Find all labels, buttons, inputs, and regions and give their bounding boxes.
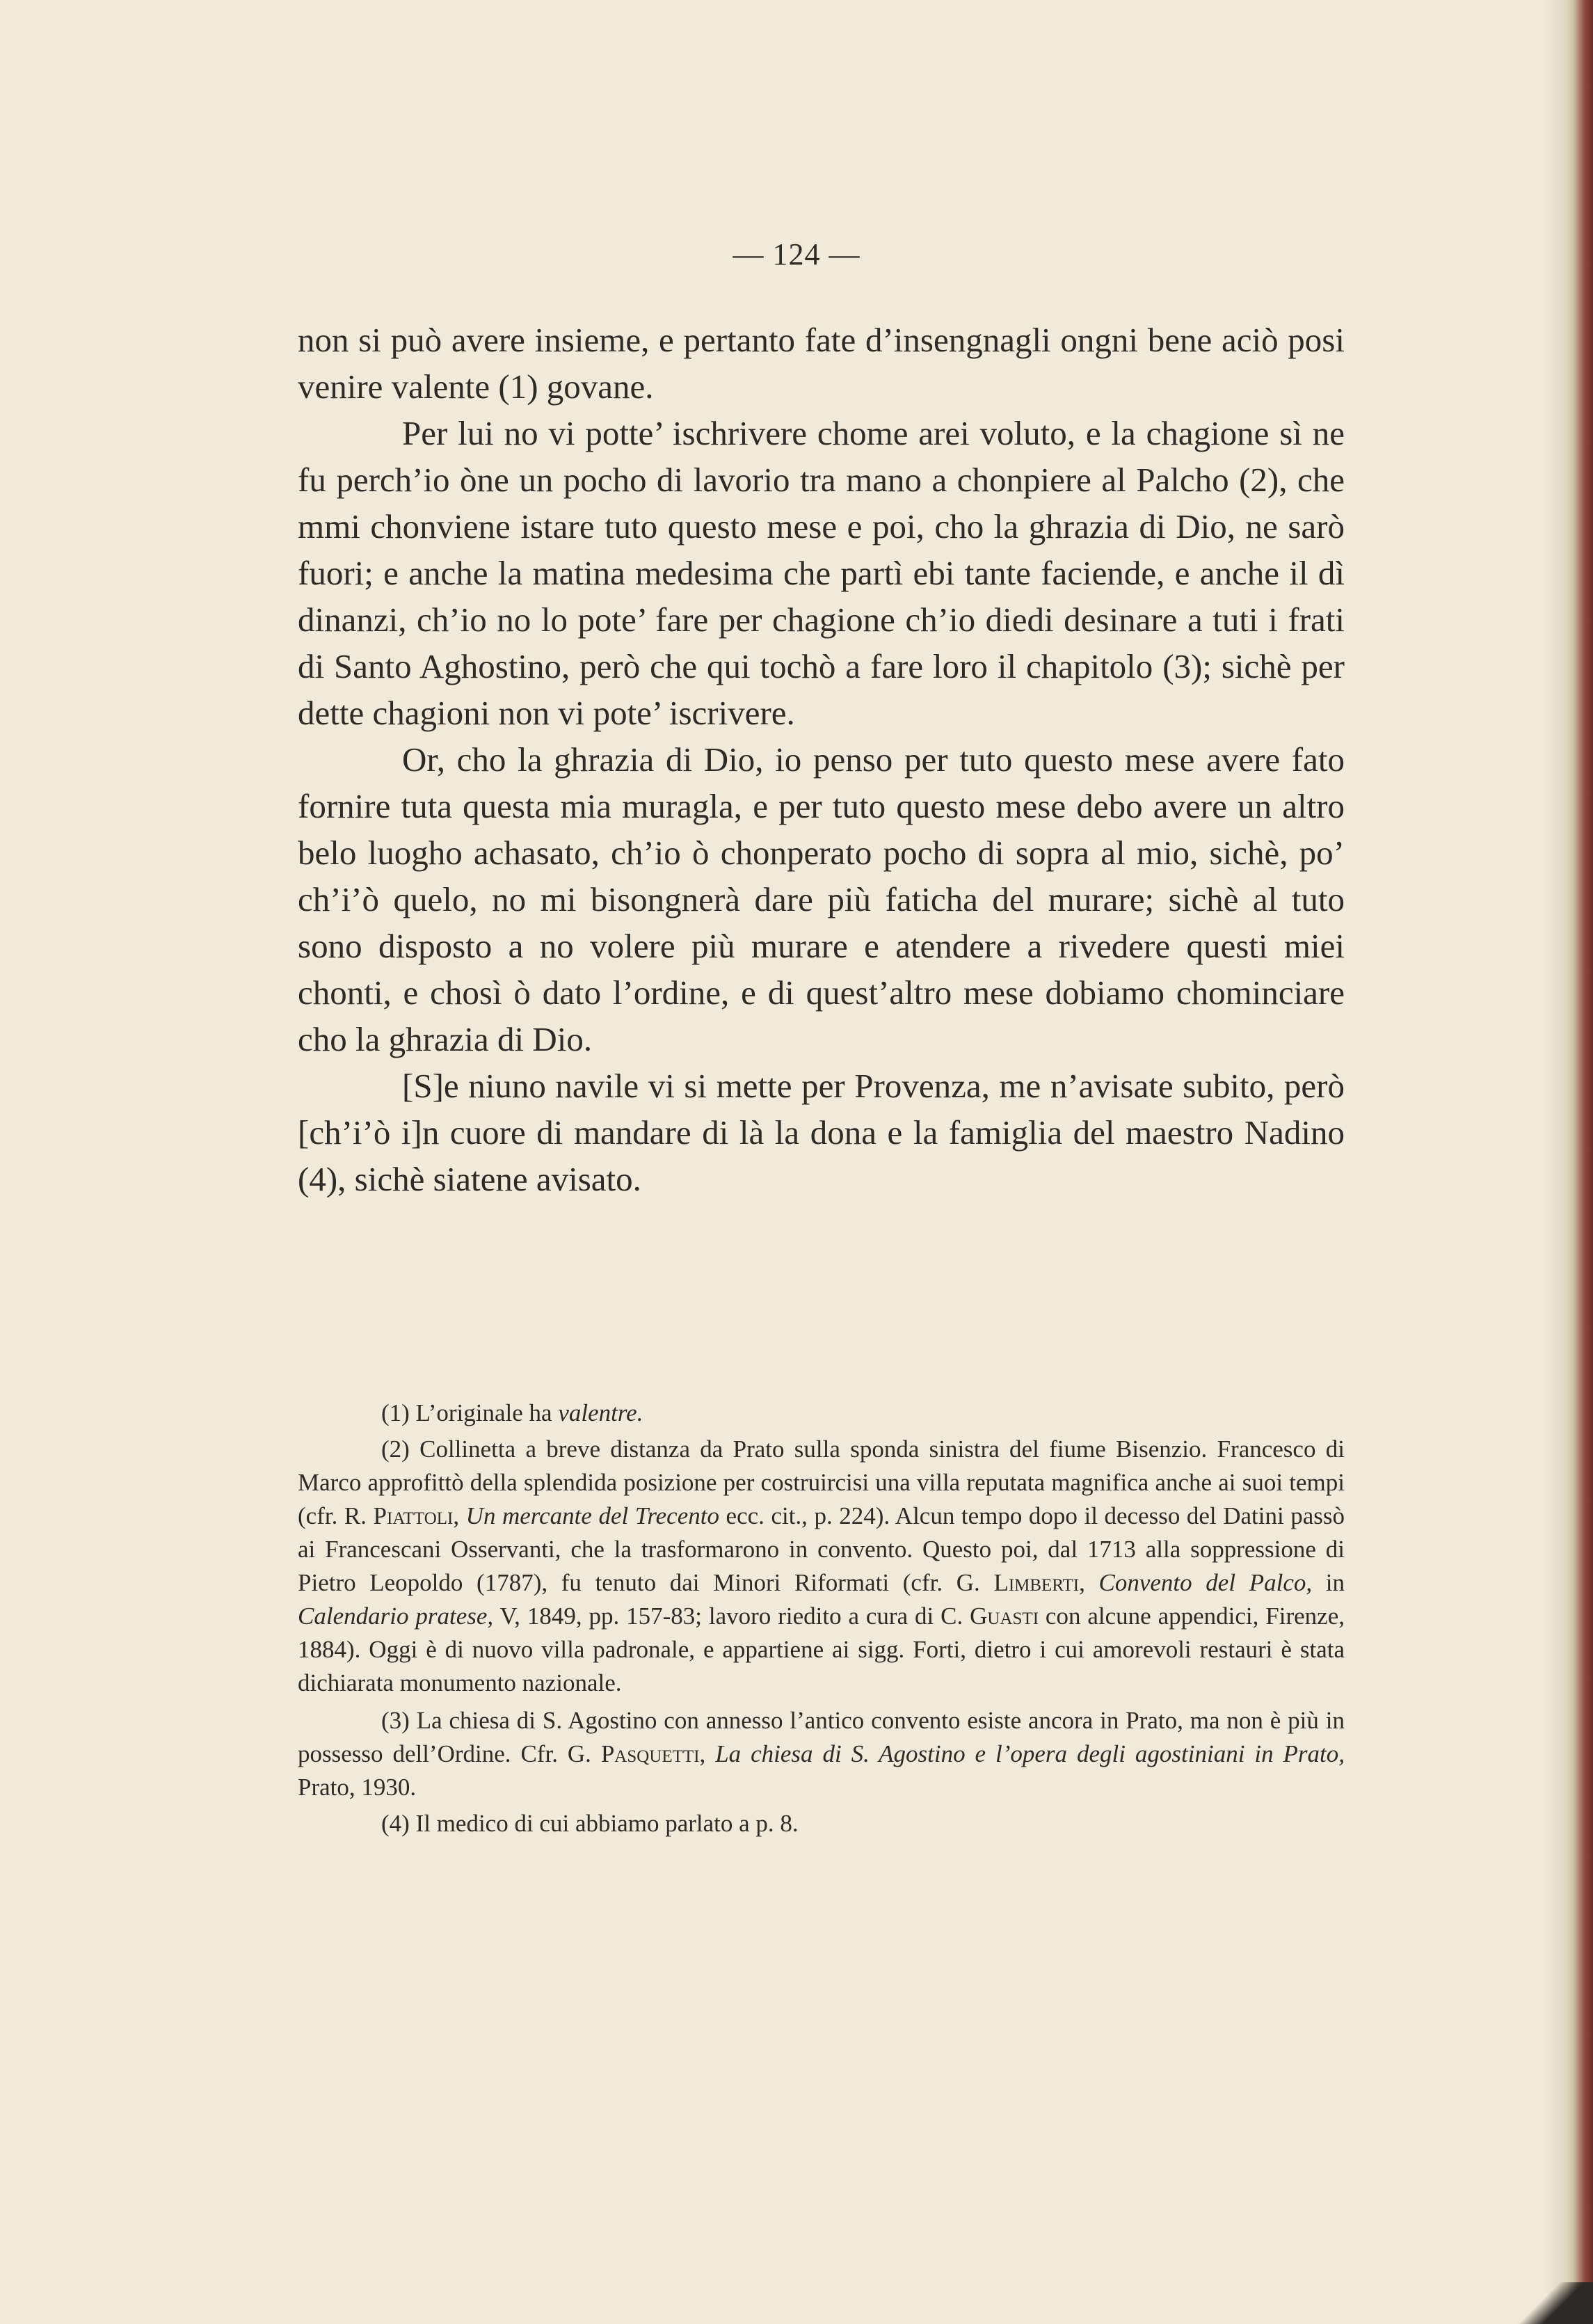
page-gutter-shadow [1544, 0, 1565, 2324]
footnote-1 [298, 1396, 1345, 1430]
footnote-3-text-a: (3) La chiesa di S. Agostino con annesso l’antico convento esiste ancora in Prato, ma non è più in possesso dell’Ordine. Cfr. G. [298, 1707, 1345, 1767]
footnote-2-author-limberti: Limberti [993, 1569, 1080, 1596]
footnote-2-text-d: , [1079, 1569, 1099, 1596]
main-text [298, 317, 1345, 1202]
footnote-2-title-calendario: Calendario pratese, [298, 1602, 494, 1630]
book-edge [1565, 0, 1593, 2324]
footnote-2-text-c: ecc. cit., p. 224). Alcun tempo dopo il decesso del Datini passò ai Francescani Osservanti, che la trasformarono in convento. Questo poi, dal 1713 alla soppressione di Pietro Leopoldo (1787), fu tenuto dai Minori Riformati (cfr. G. [298, 1502, 1345, 1596]
footnote-3-text-b: , [699, 1740, 716, 1767]
footnote-2 [298, 1433, 1345, 1700]
footnote-3-text-c: Prato, 1930. [298, 1774, 417, 1801]
footnote-2-text-g: con alcune appendici, Firenze, 1884). Oggi è di nuovo villa padronale, e appartiene ai sigg. Forti, dietro i cui amorevoli restauri è stata dichiarata monumento nazionale. [298, 1602, 1345, 1696]
footnote-2-title-mercante: Un mercante del Trecento [465, 1502, 719, 1529]
footnote-1-italic: valentre. [558, 1399, 643, 1426]
footnote-2-text-f: V, 1849, pp. 157-83; lavoro riedito a cura di C. [493, 1602, 970, 1630]
footnote-2-title-convento: Convento del Palco, [1098, 1569, 1313, 1596]
footnote-4: (4) Il medico di cui abbiamo parlato a p. 8. [381, 1810, 799, 1837]
footnote-1-text: (1) L’originale ha [381, 1399, 559, 1426]
paragraph-4: [S]e niuno navile vi si mette per Provenza, me n’avisate subito, però [ch’i’ò i]n cuore di mandare di là la dona e la famiglia del maestro Nadino (4), sichè siatene avisato. [298, 1067, 1345, 1198]
paragraph-3: Or, cho la ghrazia di Dio, io penso per tuto questo mese avere fato fornire tuta questa mia muragla, e per tuto questo mese debo avere un altro belo luogho achasato, ch’io ò chonperato pocho di sopra al mio, sichè, po’ ch’i’ò quelo, no mi bisongnerà dare più faticha del murare; sichè al tuto sono disposto a no volere più murare e atendere a rivedere questi miei chonti, e chosì ò dato l’ordine, e di quest’altro mese dobiamo chominciare cho la ghrazia di Dio. [298, 740, 1345, 1058]
page-number: — 124 — [733, 237, 860, 271]
footnote-3-author-pasquetti: Pasquetti [600, 1740, 700, 1767]
paragraph-1: non si può avere insieme, e pertanto fate d’insengnagli ongni bene aciò posi venire valente (1) govane. [298, 321, 1345, 406]
page-corner-shadow [1510, 2282, 1593, 2324]
footnote-2-text-e: in [1312, 1569, 1345, 1596]
paragraph-2: Per lui no vi potte’ ischrivere chome arei voluto, e la chagione sì ne fu perch’io òne un pocho di lavorio tra mano a chonpiere al Palcho (2), che mmi chonviene istare tuto questo mese e poi, cho la ghrazia di Dio, ne sarò fuori; e anche la matina medesima che partì ebi tante faciende, e anche il dì dinanzi, ch’io no lo pote’ fare per chagione ch’io diedi desinare a tuti i frati di Santo Aghostino, però che qui tochò a fare loro il chapitolo (3); sichè per dette chagioni non vi pote’ iscrivere. [298, 414, 1345, 732]
footnote-2-author-piattoli: Piattoli [373, 1502, 454, 1529]
footnotes [298, 1396, 1345, 1843]
footnote-2-text-b: , [453, 1502, 466, 1529]
footnote-2-text-a: (2) Collinetta a breve distanza da Prato sulla sponda sinistra del fiume Bisenzio. Francesco di Marco approfittò della splendida posizione per costruircisi una villa reputata magnifica anche ai suoi tempi (cfr. R. [298, 1435, 1345, 1529]
footnote-3 [298, 1704, 1345, 1804]
footnote-3-title-chiesa: La chiesa di S. Agostino e l’opera degli agostiniani in Prato, [715, 1740, 1345, 1767]
footnote-2-author-guasti: Guasti [970, 1602, 1039, 1630]
